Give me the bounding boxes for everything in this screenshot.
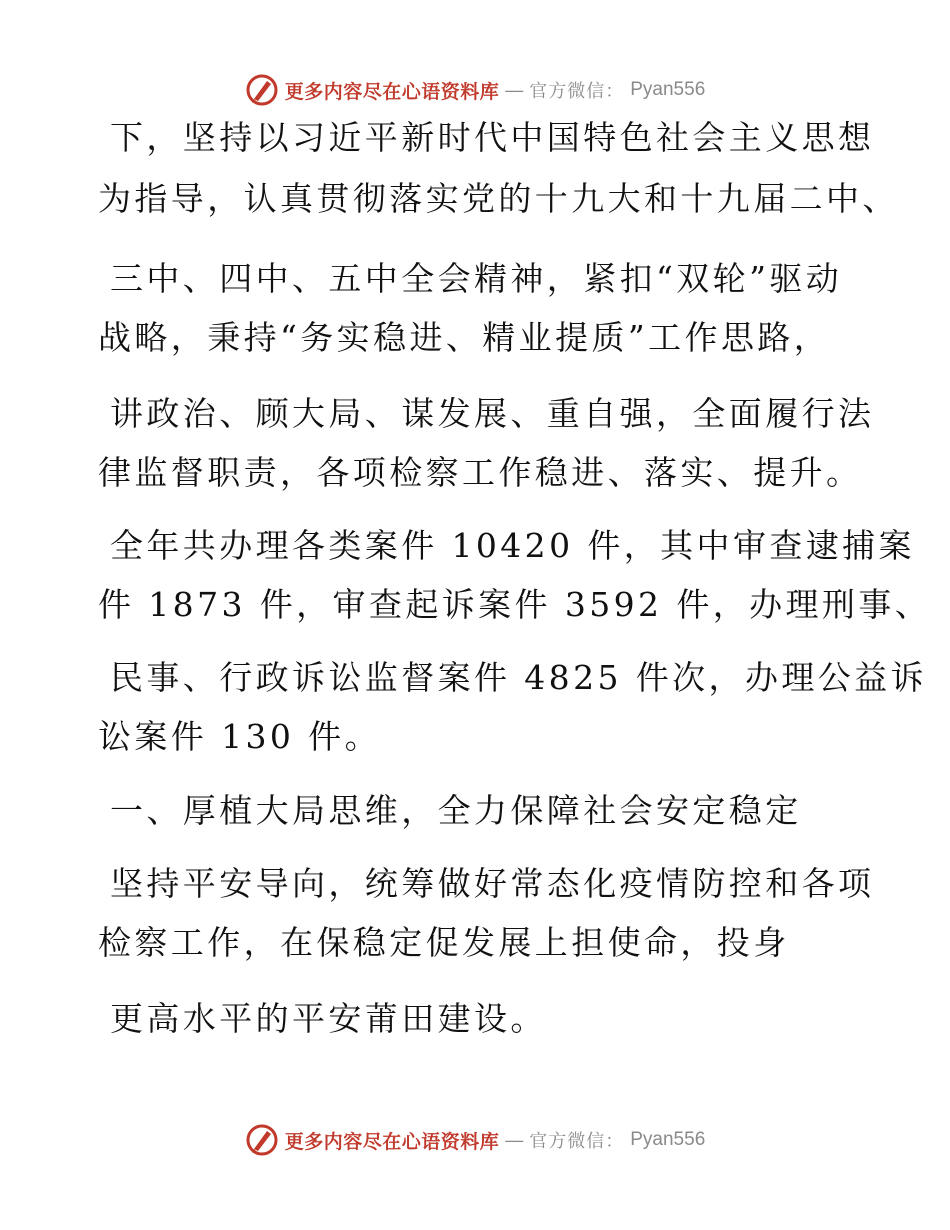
wechat-id: Pyan556	[630, 79, 706, 100]
wechat-label: 官方微信：	[529, 81, 625, 102]
section-heading: 一、厚植大局思维，全力保障社会安定稳定	[110, 791, 802, 830]
banner-separator: —	[505, 79, 524, 100]
promo-text: 更多内容尽在心语资料库	[284, 1130, 500, 1153]
pen-logo-icon	[245, 1123, 279, 1157]
text-line: 检察工作，在保稳定促发展上担使命，投身	[98, 923, 790, 962]
wechat-id: Pyan556	[630, 1129, 706, 1150]
text-line: 件 1873 件，审查起诉案件 3592 件，办理刑事、	[98, 585, 932, 624]
banner-separator: —	[505, 1129, 524, 1150]
text-line: 民事、行政诉讼监督案件 4825 件次，办理公益诉	[110, 658, 927, 697]
text-line: 战略，秉持“务实稳进、精业提质”工作思路，	[98, 318, 831, 357]
text-line: 更高水平的平安莆田建设。	[110, 999, 547, 1038]
text-line: 坚持平安导向，统筹做好常态化疫情防控和各项	[110, 864, 875, 903]
text-line: 下，坚持以习近平新时代中国特色社会主义思想	[110, 118, 875, 157]
pen-logo-icon	[245, 73, 279, 107]
promo-text: 更多内容尽在心语资料库	[284, 80, 500, 103]
text-line: 讼案件 130 件。	[98, 717, 381, 756]
header-banner	[0, 70, 950, 110]
text-line: 为指导，认真贯彻落实党的十九大和十九届二中、	[98, 179, 899, 218]
footer-banner	[0, 1120, 950, 1160]
wechat-label: 官方微信：	[529, 1131, 625, 1152]
text-line: 全年共办理各类案件 10420 件，其中审查逮捕案	[110, 526, 915, 565]
text-line: 讲政治、顾大局、谋发展、重自强，全面履行法	[110, 394, 875, 433]
text-line: 律监督职责，各项检察工作稳进、落实、提升。	[98, 453, 863, 492]
text-line: 三中、四中、五中全会精神，紧扣“双轮”驱动	[110, 259, 843, 298]
